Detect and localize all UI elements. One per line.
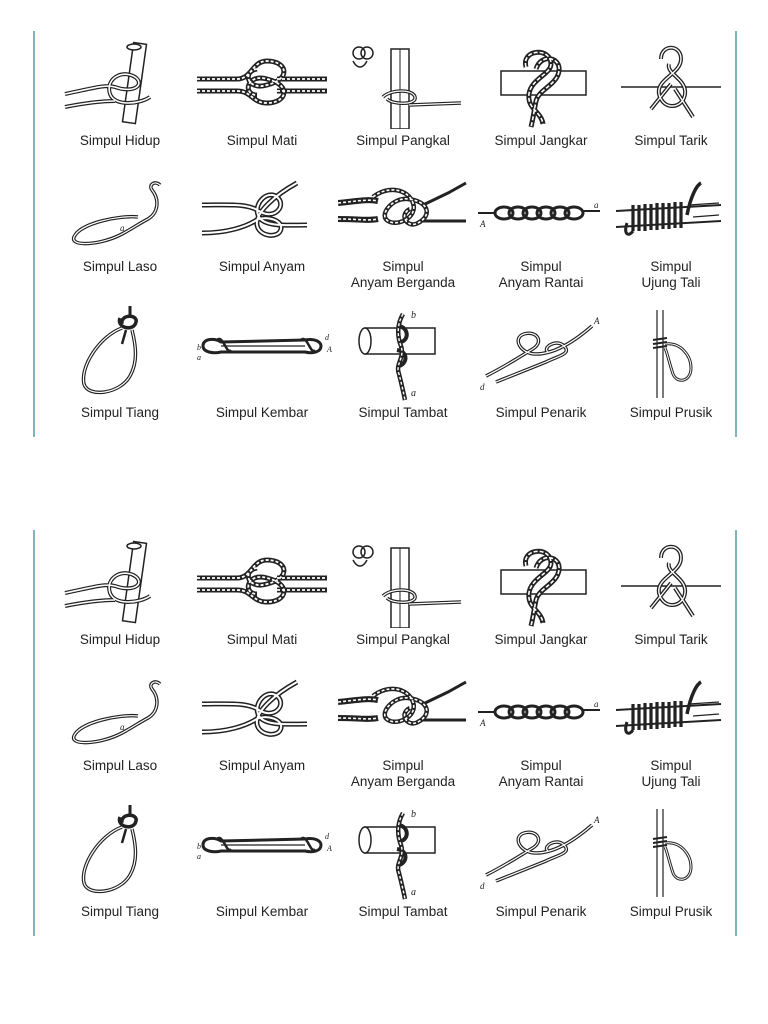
simpul-hidup-icon	[60, 39, 180, 129]
letter-A: A	[327, 844, 332, 853]
simpul-ujung-tali-icon	[611, 175, 731, 255]
knot-simpul-mati	[197, 538, 327, 648]
knot-simpul-pangkal	[338, 538, 468, 648]
letter-a: a	[594, 699, 599, 709]
knot-label: Simpul Hidup	[79, 632, 161, 647]
knot-simpul-penarik	[476, 306, 606, 421]
knot-label: Simpul Pangkal	[356, 133, 450, 148]
letter-a: a	[120, 223, 125, 233]
letter-d: d	[480, 881, 485, 891]
simpul-anyam-berganda-icon	[338, 175, 468, 255]
knot-label-line1: Simpul	[650, 758, 692, 773]
knot-label-line1: Simpul	[382, 259, 424, 274]
knot-simpul-mati	[197, 39, 327, 149]
simpul-penarik-icon	[476, 805, 606, 900]
simpul-prusik-icon	[611, 306, 731, 401]
letter-a: a	[411, 388, 416, 399]
knot-label: Simpul Tambat	[358, 405, 448, 420]
simpul-prusik-icon	[611, 805, 731, 900]
simpul-ujung-tali-icon	[611, 674, 731, 754]
letter-b: b	[197, 343, 201, 352]
knot-simpul-tiang	[55, 306, 185, 421]
knot-label: Simpul Penarik	[495, 904, 587, 919]
letter-a: a	[120, 722, 125, 732]
letter-a: a	[197, 852, 201, 861]
knot-simpul-anyam	[197, 674, 327, 774]
simpul-pangkal-icon	[343, 538, 463, 628]
simpul-jangkar-icon	[481, 538, 601, 628]
knot-simpul-laso	[55, 674, 185, 774]
knot-label: Simpul Pangkal	[356, 632, 450, 647]
knot-label: Simpul Mati	[226, 133, 298, 148]
simpul-tiang-icon	[60, 805, 180, 900]
knot-label: Simpul Kembar	[215, 904, 309, 919]
simpul-mati-icon	[197, 39, 327, 129]
simpul-kembar-icon	[197, 306, 337, 401]
knot-simpul-anyam-rantai	[476, 175, 606, 291]
knot-simpul-tarik	[606, 538, 736, 648]
knot-simpul-hidup	[55, 39, 185, 149]
knot-simpul-prusik	[606, 306, 736, 421]
letter-A: A	[594, 316, 600, 326]
simpul-pangkal-icon	[343, 39, 463, 129]
knot-simpul-ujung-tali	[606, 674, 736, 790]
letter-a: a	[197, 353, 201, 362]
letter-d: d	[325, 832, 329, 841]
letter-b: b	[411, 809, 416, 820]
simpul-tambat-icon	[343, 805, 463, 900]
letter-a: a	[594, 200, 599, 210]
knot-label: Simpul Tiang	[80, 405, 160, 420]
knot-label: Simpul Tiang	[80, 904, 160, 919]
knot-label: Simpul Tarik	[634, 632, 708, 647]
simpul-laso-icon	[60, 674, 180, 754]
simpul-penarik-icon	[476, 306, 606, 401]
knot-label: Simpul Anyam	[218, 259, 306, 274]
simpul-tambat-icon	[343, 306, 463, 401]
knot-label: Simpul Hidup	[79, 133, 161, 148]
letter-A: A	[594, 815, 600, 825]
simpul-kembar-icon	[197, 805, 337, 900]
knot-simpul-tambat	[338, 805, 468, 920]
knot-simpul-penarik	[476, 805, 606, 920]
knot-label: Simpul Tambat	[358, 904, 448, 919]
knot-label-line2: Anyam Rantai	[498, 275, 584, 290]
knot-label: Simpul Laso	[82, 259, 158, 274]
knot-label: Simpul Prusik	[629, 904, 713, 919]
letter-A: A	[327, 345, 332, 354]
knot-label-line2: Ujung Tali	[641, 774, 701, 789]
simpul-anyam-icon	[197, 175, 327, 255]
letter-A: A	[480, 718, 486, 728]
knot-simpul-hidup	[55, 538, 185, 648]
knot-simpul-pangkal	[338, 39, 468, 149]
knot-simpul-anyam-berganda	[338, 175, 468, 291]
letter-A: A	[480, 219, 486, 229]
knot-label-line1: Simpul	[650, 259, 692, 274]
knot-label: Simpul Tarik	[634, 133, 708, 148]
letter-a: a	[411, 887, 416, 898]
simpul-anyam-berganda-icon	[338, 674, 468, 754]
knot-label: Simpul Anyam	[218, 758, 306, 773]
knot-simpul-anyam	[197, 175, 327, 275]
knot-simpul-tambat	[338, 306, 468, 421]
letter-d: d	[480, 382, 485, 392]
letter-b: b	[197, 842, 201, 851]
knot-label: Simpul Jangkar	[494, 133, 588, 148]
knot-label-line1: Simpul	[520, 259, 562, 274]
letter-b: b	[411, 310, 416, 321]
left-border-line	[33, 530, 35, 936]
knot-simpul-jangkar	[476, 39, 606, 149]
knot-label: Simpul Jangkar	[494, 632, 588, 647]
simpul-tiang-icon	[60, 306, 180, 401]
knot-simpul-anyam-rantai	[476, 674, 606, 790]
knot-label-line1: Simpul	[520, 758, 562, 773]
simpul-laso-icon	[60, 175, 180, 255]
knot-label: Simpul Kembar	[215, 405, 309, 420]
knot-label-line2: Anyam Berganda	[350, 275, 456, 290]
knot-simpul-tarik	[606, 39, 736, 149]
knot-simpul-laso	[55, 175, 185, 275]
left-border-line	[33, 31, 35, 437]
knot-label: Simpul Prusik	[629, 405, 713, 420]
knot-simpul-kembar	[197, 805, 332, 920]
knot-simpul-anyam-berganda	[338, 674, 468, 790]
knot-simpul-tiang	[55, 805, 185, 920]
simpul-tarik-icon	[611, 39, 731, 129]
knot-label-line2: Anyam Rantai	[498, 774, 584, 789]
simpul-tarik-icon	[611, 538, 731, 628]
knot-label-line2: Anyam Berganda	[350, 774, 456, 789]
knot-label: Simpul Laso	[82, 758, 158, 773]
simpul-anyam-rantai-icon	[476, 175, 606, 255]
letter-d: d	[325, 333, 329, 342]
simpul-anyam-icon	[197, 674, 327, 754]
knot-sheet-2	[33, 530, 737, 936]
knot-sheet-1	[33, 31, 737, 437]
knot-simpul-prusik	[606, 805, 736, 920]
simpul-anyam-rantai-icon	[476, 674, 606, 754]
simpul-hidup-icon	[60, 538, 180, 628]
knot-label: Simpul Penarik	[495, 405, 587, 420]
knot-simpul-ujung-tali	[606, 175, 736, 291]
knot-label: Simpul Mati	[226, 632, 298, 647]
knot-label-line1: Simpul	[382, 758, 424, 773]
knot-simpul-jangkar	[476, 538, 606, 648]
knot-simpul-kembar	[197, 306, 332, 421]
simpul-jangkar-icon	[481, 39, 601, 129]
knot-label-line2: Ujung Tali	[641, 275, 701, 290]
simpul-mati-icon	[197, 538, 327, 628]
